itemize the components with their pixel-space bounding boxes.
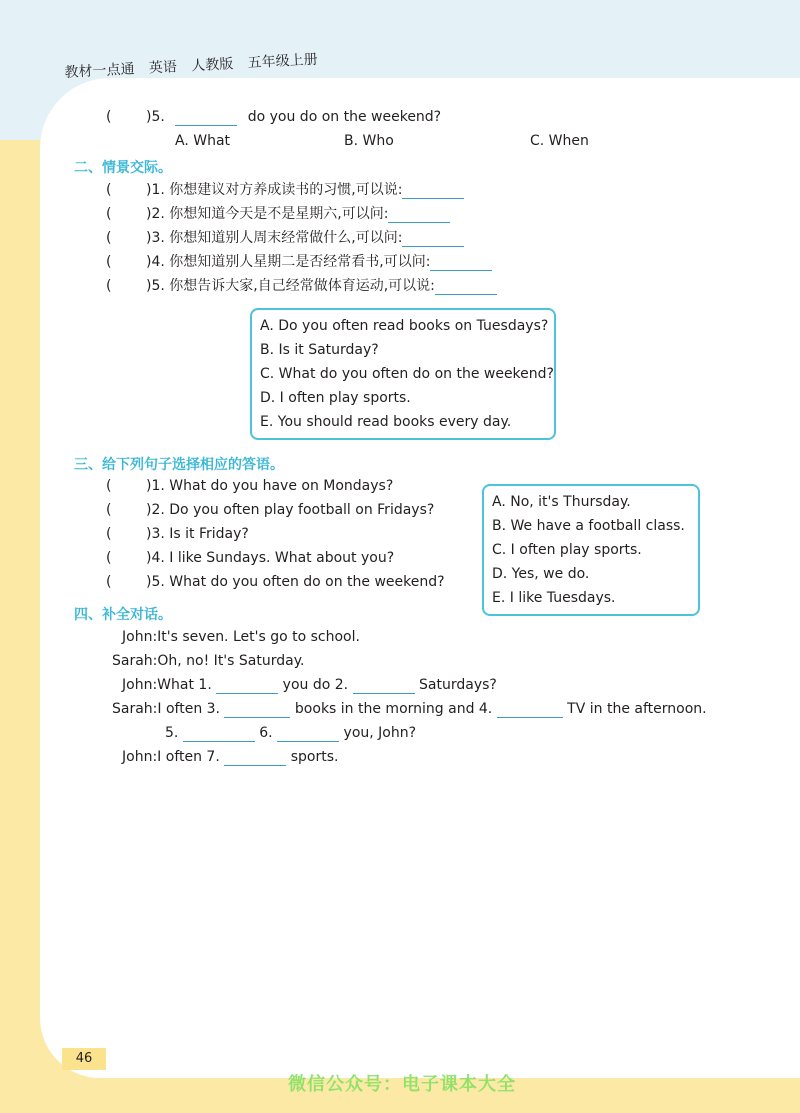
dialogue-line-3: John:What 1. you do 2. Saturdays? <box>122 677 497 693</box>
section3-option: B. We have a football class. <box>492 518 685 534</box>
answer-blank[interactable] <box>175 110 237 126</box>
section3-option: E. I like Tuesdays. <box>492 590 616 606</box>
answer-blank[interactable] <box>388 207 450 223</box>
section3-item-4: ( )4. I like Sundays. What about you? <box>106 550 395 566</box>
section3-options-box <box>482 484 700 616</box>
section2-item-4: ( )4. 你想知道别人星期二是否经常看书,可以问: <box>106 253 492 271</box>
section2-options-box <box>250 308 556 440</box>
dialogue-line-1: John:It's seven. Let's go to school. <box>122 629 360 645</box>
section2-item-3: ( )3. 你想知道别人周末经常做什么,可以问: <box>106 229 464 247</box>
section3-option: D. Yes, we do. <box>492 566 590 582</box>
section-2-title: 二、情景交际。 <box>74 160 172 176</box>
section2-option: C. What do you often do on the weekend? <box>260 366 554 382</box>
answer-blank[interactable] <box>402 183 464 199</box>
section3-option: C. I often play sports. <box>492 542 642 558</box>
section-3-title: 三、给下列句子选择相应的答语。 <box>74 457 284 473</box>
answer-blank[interactable] <box>353 678 415 694</box>
section3-item-1: ( )1. What do you have on Mondays? <box>106 478 394 494</box>
answer-blank[interactable] <box>402 231 464 247</box>
section3-item-3: ( )3. Is it Friday? <box>106 526 249 542</box>
option-c: C. When <box>530 133 589 149</box>
answer-blank[interactable] <box>497 702 563 718</box>
answer-blank[interactable] <box>430 255 492 271</box>
answer-blank[interactable] <box>224 750 286 766</box>
dialogue-line-4: Sarah:I often 3. books in the morning and 4. TV in the afternoon. <box>112 701 707 717</box>
section2-item-1: ( )1. 你想建议对方养成读书的习惯,可以说: <box>106 181 464 199</box>
section3-option: A. No, it's Thursday. <box>492 494 631 510</box>
part1-question-5: ( )5. do you do on the weekend? <box>106 109 442 125</box>
section2-option: E. You should read books every day. <box>260 414 512 430</box>
header-edition: 人教版 <box>190 56 234 75</box>
answer-blank[interactable] <box>224 702 290 718</box>
watermark-text: 微信公众号：电子课本大全 <box>288 1074 516 1095</box>
dialogue-line-6: John:I often 7. sports. <box>122 749 339 765</box>
page-number: 46 <box>62 1048 106 1070</box>
dialogue-line-5: 5. 6. you, John? <box>165 725 417 741</box>
section2-item-2: ( )2. 你想知道今天是不是星期六,可以问: <box>106 205 450 223</box>
section2-option: A. Do you often read books on Tuesdays? <box>260 318 549 334</box>
header-book: 教材一点通 <box>64 61 135 81</box>
section2-option: D. I often play sports. <box>260 390 411 406</box>
header-grade: 五年级上册 <box>247 51 319 72</box>
section-4-title: 四、补全对话。 <box>74 607 172 623</box>
header-subject: 英语 <box>148 59 178 77</box>
section2-item-5: ( )5. 你想告诉大家,自己经常做体育运动,可以说: <box>106 277 497 295</box>
answer-blank[interactable] <box>277 726 339 742</box>
answer-blank[interactable] <box>183 726 255 742</box>
answer-blank[interactable] <box>435 279 497 295</box>
answer-blank[interactable] <box>216 678 278 694</box>
dialogue-line-2: Sarah:Oh, no! It's Saturday. <box>112 653 305 669</box>
section3-item-2: ( )2. Do you often play football on Fridays? <box>106 502 435 518</box>
section3-item-5: ( )5. What do you often do on the weekend? <box>106 574 445 590</box>
section2-option: B. Is it Saturday? <box>260 342 379 358</box>
option-b: B. Who <box>344 133 394 149</box>
option-a: A. What <box>175 133 231 149</box>
